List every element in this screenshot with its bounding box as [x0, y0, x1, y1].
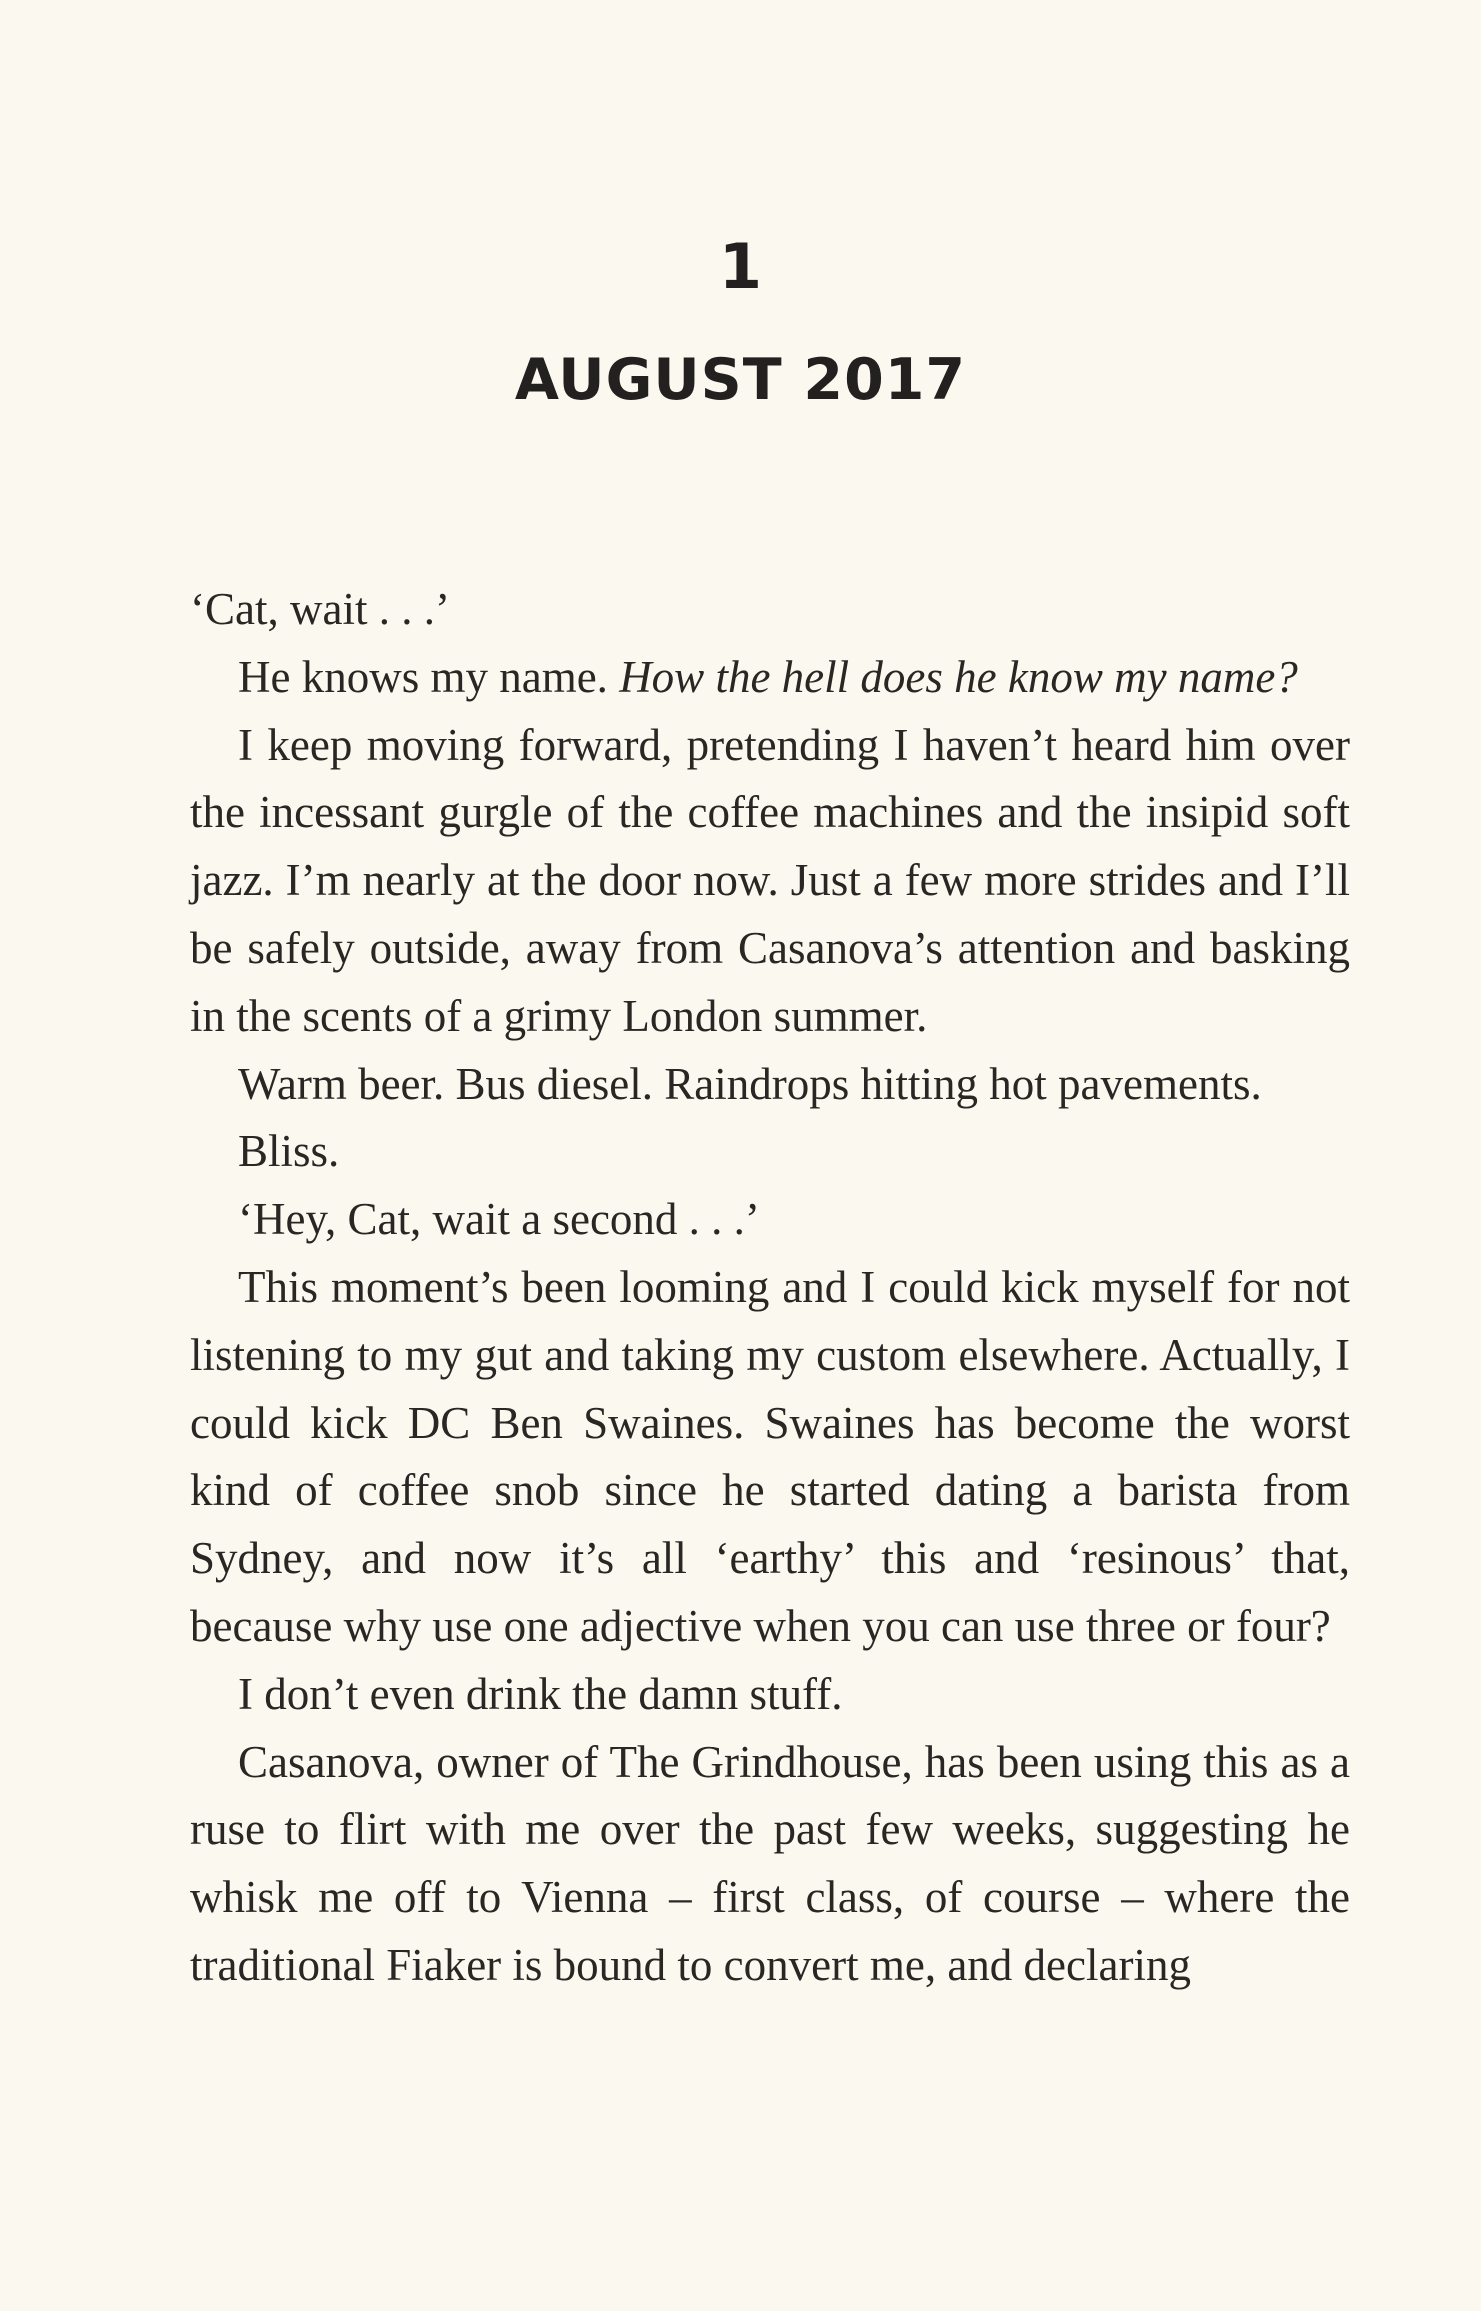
paragraph-7: This moment’s been looming and I could kick myself for not listening to my gut and taking my custom elsewhere. Actually, I could kick DC Ben Swaines. Swaines has become the worst kind of coffee snob since he started dating a barista from Sydney, and now it’s all ‘earthy’ this and ‘resinous’ that, because why use one adjective when you can use three or four?	[190, 1261, 1350, 1651]
paragraph-1: ‘Cat, wait . . .’	[190, 584, 450, 634]
paragraph-8: I don’t even drink the damn stuff.	[238, 1668, 843, 1719]
paragraph-4: Warm beer. Bus diesel. Raindrops hitting hot pavements.	[238, 1058, 1262, 1109]
paragraph-2: He knows my name. How the hell does he know my name?	[238, 651, 1298, 702]
paragraph-3: I keep moving forward, pretending I haven’t heard him over the incessant gurgle of the coffee machines and the insipid soft jazz. I’m nearly at the door now. Just a few more strides and I’ll be safely outside, away from Casanova’s attention and basking in the scents of a grimy London summer.	[190, 719, 1350, 1041]
chapter-number: 1	[718, 230, 763, 303]
chapter-title: AUGUST 2017	[514, 347, 967, 413]
paragraph-6: ‘Hey, Cat, wait a second . . .’	[238, 1194, 760, 1245]
paragraph-5: Bliss.	[238, 1126, 340, 1177]
body-text	[190, 576, 1350, 2000]
paragraph-9: Casanova, owner of The Grindhouse, has been using this as a ruse to flirt with me over the past few weeks, suggesting he whisk me off to Vienna – first class, of course – where the traditional Fiaker is bound to convert me, and declaring	[190, 1736, 1350, 1990]
